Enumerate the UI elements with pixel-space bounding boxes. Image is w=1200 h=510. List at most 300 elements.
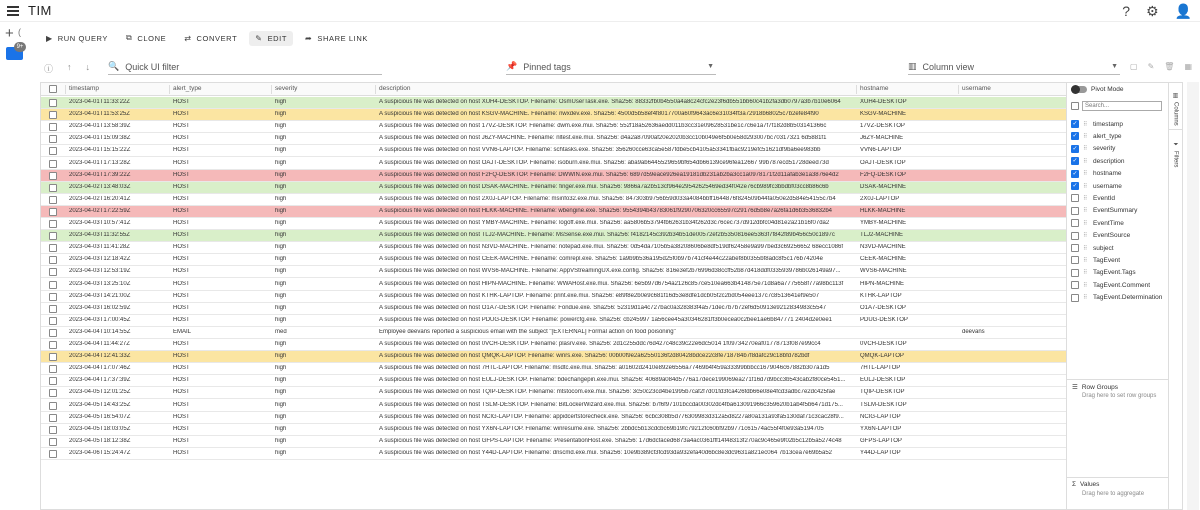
table-row[interactable] — [41, 109, 1067, 121]
cell-desc: A suspicious file was detected on host F2FQ-DESKTOP. Filename: DWWIN.exe.mui. Sha256: 6897d59eace926ea19181db231ab2ba3cc1a0978171f2d11afab3e1a3876e4d2 — [379, 171, 839, 178]
cell-desc: A suspicious file was detected on host Y44D-LAPTOP. Filename: dnscmd.exe.mui. Sha256: 10e9b389cf3fcd93da932efa40d6bc8e3dc9631a821ec064 7b13cea7e69b5a52 — [379, 449, 832, 456]
cell-host: KSGV-MACHINE — [860, 111, 907, 118]
column-item-label: subject — [1093, 244, 1114, 252]
table-row[interactable] — [41, 206, 1067, 218]
table-row[interactable] — [41, 121, 1067, 133]
column-checkbox[interactable]: ✓ — [1072, 170, 1078, 177]
column-checkbox[interactable] — [1071, 294, 1079, 302]
table-row[interactable] — [41, 242, 1067, 254]
cell-type: HOST — [173, 195, 190, 202]
column-item[interactable] — [1071, 268, 1136, 278]
edit-button[interactable] — [249, 31, 293, 46]
row-checkbox[interactable] — [49, 377, 57, 385]
drag-handle-icon[interactable]: ⠿ — [1083, 208, 1088, 215]
row-groups-title — [1072, 383, 1118, 391]
cell-ts: 2023-04-04T11:44:27Z — [69, 341, 130, 347]
edit-icon[interactable]: ✎ — [1147, 62, 1155, 71]
column-item-label: TagEvent.Determination — [1093, 294, 1163, 302]
grid-icon[interactable]: ▦ — [1184, 62, 1192, 71]
cell-host: 0VCH-DESKTOP — [860, 341, 907, 347]
column-checkbox[interactable] — [1071, 244, 1079, 252]
cell-sev: high — [275, 183, 287, 190]
cell-ts: 2023-04-04T12:41:33Z — [69, 353, 131, 360]
table-row[interactable] — [41, 194, 1067, 206]
row-checkbox[interactable] — [49, 281, 57, 289]
column-resize-handle[interactable] — [169, 85, 170, 94]
cell-desc: A suspicious file was detected on host QMQK-LAPTOP. Filename: winrs.exe. Sha256: 00b00f9e2a62550136f2d80428bdce22c8fe718784b7f8dafc29c18bfd782bdf — [379, 353, 810, 360]
table-row[interactable] — [41, 339, 1067, 351]
cell-ts: 2023-04-05T12:01:25Z — [69, 389, 131, 396]
cell-desc: A suspicious file was detected on host WVS6-MACHINE. Filename: AppVStreamingUX.exe.config. Sha256: 816e3ef2b76996d38ccff52b87d418ddf0335939786b026149a97... — [379, 268, 841, 275]
filter-bar-icons — [44, 62, 90, 75]
cell-host: WVS6-MACHINE — [860, 268, 907, 275]
cell-sev: high — [275, 413, 287, 420]
table-row[interactable] — [41, 327, 1067, 339]
cell-sev: high — [275, 244, 287, 251]
column-header-timestamp[interactable]: timestamp — [69, 85, 99, 92]
column-item[interactable] — [1071, 156, 1124, 166]
table-row[interactable] — [41, 254, 1067, 266]
row-checkbox[interactable] — [49, 317, 57, 325]
cell-host: CEEK-MACHINE — [860, 256, 907, 263]
column-checkbox[interactable] — [1071, 207, 1079, 215]
column-item[interactable] — [1071, 193, 1115, 203]
row-checkbox[interactable] — [49, 293, 57, 301]
cell-type: HOST — [173, 171, 190, 178]
convert-label: CONVERT — [196, 33, 238, 43]
drag-handle-icon[interactable]: ⠿ — [1083, 171, 1088, 178]
cell-ts: 2023-04-03T16:02:59Z — [69, 304, 131, 311]
cell-ts: 2023-04-03T13:25:10Z — [69, 280, 131, 287]
run-query-button[interactable] — [40, 31, 114, 46]
arrow-up-icon[interactable]: ↑ — [67, 62, 72, 72]
drag-handle-icon[interactable]: ⠿ — [1083, 121, 1088, 128]
convert-icon: ⇄ — [184, 33, 192, 43]
column-header-description[interactable]: description — [379, 85, 411, 92]
edit-label: EDIT — [267, 33, 288, 43]
column-header-alert-type[interactable]: alert_type — [173, 85, 202, 92]
cell-host: NCIG-LAPTOP — [860, 413, 901, 420]
column-resize-handle[interactable] — [375, 85, 376, 94]
row-checkbox[interactable] — [49, 244, 57, 252]
cell-ts: 2023-04-05T18:03:05Z — [69, 425, 131, 432]
drag-handle-icon[interactable]: ⠿ — [1083, 220, 1088, 227]
cell-sev: high — [275, 171, 287, 178]
column-checkbox[interactable] — [1071, 269, 1079, 277]
cell-desc: A suspicious file was detected on host DSAK-MACHINE. Filename: finger.exe.mui. Sha256: 9866a7a2b513cf964e29542625469ed34f042e76cb989fc3bbdbf03cc8b86c6b — [379, 183, 829, 190]
cell-sev: high — [275, 389, 287, 396]
drag-handle-icon[interactable]: ⠿ — [1083, 183, 1088, 190]
cell-type: HOST — [173, 256, 190, 263]
pivot-mode-toggle[interactable] — [1071, 86, 1124, 93]
side-tabs — [1169, 82, 1183, 510]
cell-type: HOST — [173, 449, 190, 456]
cell-sev: high — [275, 304, 287, 311]
cell-type: HOST — [173, 365, 190, 372]
table-row[interactable] — [41, 436, 1067, 448]
cell-host: EULJ-DESKTOP — [860, 377, 906, 384]
row-checkbox[interactable] — [49, 232, 57, 240]
column-item-label: timestamp — [1093, 120, 1123, 128]
row-checkbox[interactable] — [49, 160, 57, 168]
drag-handle-icon[interactable]: ⠿ — [1083, 295, 1088, 302]
cell-desc: A suspicious file was detected on host YMBY-MACHINE. Filename: logoff.exe.mui. Sha256: aa5806b53794fb62631b34f262d3c76cec737d912dbfc04d81e2a21b16f07da2 — [379, 220, 830, 226]
column-view-select[interactable] — [908, 59, 1120, 75]
column-item[interactable] — [1071, 144, 1115, 154]
cell-sev: med — [275, 328, 287, 335]
column-item[interactable] — [1071, 206, 1137, 216]
drag-handle-icon[interactable]: ⠿ — [1083, 245, 1088, 252]
quick-filter-input[interactable] — [108, 59, 382, 75]
drag-handle-icon[interactable]: ⠿ — [1083, 282, 1088, 289]
table-row[interactable] — [41, 158, 1067, 170]
column-item[interactable] — [1071, 169, 1122, 179]
run-query-icon: ▶ — [46, 33, 53, 43]
cell-ts: 2023-04-02T17:22:59Z — [69, 207, 131, 214]
cell-ts: 2023-04-02T16:20:41Z — [69, 195, 131, 202]
table-row[interactable] — [41, 279, 1067, 291]
top-bar — [0, 0, 1200, 22]
column-item-label: EventId — [1093, 194, 1116, 202]
table-row[interactable] — [41, 291, 1067, 303]
cell-desc: A suspicious file was detected on host 0VCH-DESKTOP. Filename: plasrv.exe. Sha256: 2d1c255ddc76d427c48c39c22e6dc5014 1f09734270eaf01778713f087e99cc4 — [379, 341, 821, 347]
cell-sev: high — [275, 280, 287, 287]
table-row[interactable] — [41, 448, 1067, 460]
cell-ts: 2023-04-05T14:43:25Z — [69, 401, 131, 408]
cell-ts: 2023-04-01T15:09:38Z — [69, 135, 131, 142]
row-checkbox[interactable] — [49, 208, 57, 216]
column-item[interactable] — [1071, 255, 1120, 265]
column-item[interactable] — [1071, 231, 1130, 241]
cell-desc: A suspicious file was detected on host N3VD-MACHINE. Filename: notepad.exe.mui. Sha256: 0d54da7105b5a38208606be8df519df62458e9a997bed3c69256652 68ecc1086f — [379, 244, 844, 251]
column-item[interactable] — [1071, 218, 1124, 228]
values-icon: Σ — [1072, 481, 1077, 488]
app-title: TIM — [28, 3, 52, 18]
arrow-down-icon[interactable]: ↓ — [85, 62, 91, 72]
row-checkbox[interactable] — [49, 389, 57, 397]
column-item[interactable] — [1071, 293, 1162, 303]
table-row[interactable] — [41, 412, 1067, 424]
column-item[interactable] — [1071, 181, 1122, 191]
cell-desc: A suspicious file was detected on host CEEK-MACHINE. Filename: comrepl.exe. Sha256: 1a9b9b536a195d25f0b97b741cf4e44c22abef8b0355bf8adc8f5c176b74204e — [379, 256, 823, 263]
column-search — [1071, 101, 1162, 111]
filter-icon: ⏷ — [1173, 142, 1179, 148]
view-actions — [1130, 62, 1192, 71]
table-row[interactable] — [41, 218, 1067, 230]
column-resize-handle[interactable] — [958, 85, 959, 94]
row-checkbox[interactable] — [49, 147, 57, 155]
cell-desc: A suspicious file was detected on host TSLM-DESKTOP. Filename: BitLockerWizard.exe.mui. Sha256: b7f6f97101bccda00302dc4fba613091966c359620b1ab4f5b6471d175... — [379, 401, 843, 408]
cell-host: J6ZY-MACHINE — [860, 135, 904, 142]
cell-type: HOST — [173, 99, 190, 105]
cell-type: HOST — [173, 437, 190, 444]
cell-type: HOST — [173, 401, 190, 408]
toggle-switch[interactable] — [1071, 86, 1087, 93]
table-row[interactable] — [41, 170, 1067, 182]
values-label: Values — [1080, 481, 1100, 488]
add-icon[interactable]: + — [5, 25, 14, 42]
row-checkbox[interactable] — [49, 196, 57, 204]
menu-icon[interactable] — [7, 6, 19, 16]
columns-tab-icon: ▥ — [1172, 92, 1178, 99]
row-checkbox[interactable] — [49, 111, 57, 119]
values-title — [1072, 481, 1099, 488]
row-groups-hint[interactable]: Drag here to set row groups — [1082, 393, 1157, 399]
row-checkbox[interactable] — [49, 438, 57, 446]
column-item-label: EventSource — [1093, 232, 1131, 240]
grid-header — [41, 83, 1067, 96]
pinned-tags-select[interactable] — [506, 59, 716, 75]
columns-icon: ▥ — [908, 61, 917, 71]
cell-desc: Employee deevans reported a suspicious email with the subject "[EXTERNAL] Formal action on food poisoning" — [379, 328, 676, 335]
column-item[interactable] — [1071, 280, 1150, 290]
column-item-label: TagEvent.Comment — [1093, 281, 1151, 289]
drag-handle-icon[interactable]: ⠿ — [1083, 270, 1088, 277]
table-row[interactable] — [41, 182, 1067, 194]
cell-ts: 2023-04-03T11:41:28Z — [69, 244, 130, 251]
cell-desc: A suspicious file was detected on host OAJT-DESKTOP. Filename: isoburn.exe.mui. Sha256: aba9ab6445529659bf654db66139ce96fea12667 99b787ecd51728deed73d — [379, 159, 829, 166]
column-checkbox[interactable]: ✓ — [1072, 183, 1078, 189]
column-item[interactable] — [1071, 131, 1122, 141]
row-checkbox[interactable] — [49, 353, 57, 361]
column-header-username[interactable]: username — [962, 85, 991, 92]
cell-sev: high — [275, 341, 287, 347]
cell-type: HOST — [173, 341, 190, 347]
drag-handle-icon[interactable]: ⠿ — [1083, 133, 1088, 140]
row-checkbox[interactable] — [49, 256, 57, 264]
cell-type: HOST — [173, 389, 190, 396]
column-checkbox[interactable]: ✓ — [1072, 158, 1078, 165]
table-row[interactable] — [41, 133, 1067, 145]
cell-desc: A suspicious file was detected on host O1A7-DESKTOP. Filename: Fondue.exe. Sha256: 52319d1a4c727bac0a328383f4a571dec7b7b72ef6d50913e9212834983c5547 — [379, 304, 827, 311]
cell-host: GFPS-LAPTOP — [860, 437, 902, 444]
vertical-scrollbar[interactable] — [1187, 82, 1199, 510]
cell-desc: A suspicious file was detected on host VVN6-LAPTOP. Filename: schtasks.exe. Sha256: 356260cce63ca5e587fdbe5cb4105a53341fbac9219efc51621df9ba6ee983bb — [379, 147, 821, 154]
cell-sev: high — [275, 292, 287, 299]
run-query-label: RUN QUERY — [57, 33, 109, 43]
cell-host: PDUG-DESKTOP — [860, 316, 908, 323]
cell-host: XUH4-DESKTOP — [860, 99, 907, 105]
table-row[interactable] — [41, 97, 1067, 109]
share-link-icon: ➦ — [305, 33, 313, 43]
column-checkbox[interactable] — [1071, 256, 1079, 264]
convert-button[interactable] — [178, 31, 243, 46]
column-resize-handle[interactable] — [856, 85, 857, 94]
drag-handle-icon[interactable]: ⠿ — [1083, 233, 1088, 240]
clone-button[interactable] — [120, 30, 172, 46]
row-checkbox[interactable] — [49, 268, 57, 276]
column-resize-handle[interactable] — [271, 85, 272, 94]
cell-desc: A suspicious file was detected on host KTHK-LAPTOP. Filename: print.exe.mui. Sha256: e89f8e2b0e9c681f16d53e8dfe1dcb05f2c2bd054eee137c7c8513641ef9e507 — [379, 292, 820, 299]
cell-ts: 2023-04-05T16:54:07Z — [69, 413, 131, 420]
cell-sev: high — [275, 147, 287, 154]
column-item[interactable] — [1071, 243, 1114, 253]
column-search-input[interactable]: Search... — [1082, 101, 1162, 111]
table-row[interactable] — [41, 363, 1067, 375]
column-checkbox[interactable] — [1071, 281, 1079, 289]
cell-type: HOST — [173, 220, 190, 226]
cell-sev: high — [275, 377, 287, 384]
table-row[interactable] — [41, 400, 1067, 412]
row-checkbox[interactable] — [49, 365, 57, 373]
cell-sev: high — [275, 365, 287, 372]
cell-ts: 2023-04-03T14:21:00Z — [69, 292, 131, 299]
select-all-rows-checkbox[interactable] — [49, 85, 57, 93]
clone-label: CLONE — [137, 33, 167, 43]
cell-sev: high — [275, 401, 287, 408]
row-checkbox[interactable] — [49, 402, 57, 410]
user-icon[interactable]: 👤 — [1174, 3, 1192, 19]
cell-sev: high — [275, 195, 287, 202]
row-checkbox[interactable] — [49, 172, 57, 180]
info-icon[interactable]: ⓘ — [44, 64, 54, 74]
cell-host: YX6N-LAPTOP — [860, 425, 902, 432]
cell-desc: A suspicious file was detected on host HLKK-MACHINE. Filename: wbengine.exe. Sha256: 9554394b43783061f9290706320cc65597c29176d5b8e7a26fa1d6b3536832b4 — [379, 207, 833, 214]
row-checkbox[interactable] — [49, 305, 57, 313]
table-row[interactable] — [41, 375, 1067, 387]
cell-ts: 2023-04-06T15:24:47Z — [69, 449, 131, 456]
cell-ts: 2023-04-01T17:39:22Z — [69, 171, 131, 178]
table-row[interactable] — [41, 145, 1067, 157]
column-header-severity[interactable]: severity — [275, 85, 298, 92]
column-item[interactable] — [1071, 119, 1123, 129]
column-checkbox[interactable] — [1071, 219, 1079, 227]
cell-type: HOST — [173, 123, 190, 130]
row-checkbox[interactable] — [49, 329, 57, 337]
row-checkbox[interactable] — [49, 426, 57, 434]
top-right-actions — [1122, 3, 1192, 20]
column-item-label: description — [1093, 157, 1125, 165]
cell-type: HOST — [173, 353, 190, 360]
cell-ts: 2023-04-03T12:53:19Z — [69, 268, 131, 275]
column-view-placeholder: Column view — [922, 61, 975, 72]
cell-desc: A suspicious file was detected on host PDUG-DESKTOP. Filename: powercfg.exe. Sha256: cb245997 1a56cee45a30346281ff3b0ecea0c2bee1ae6b847771 2404d2e0ee1 — [379, 316, 832, 323]
cell-ts: 2023-04-03T11:32:55Z — [69, 232, 130, 239]
cell-ts: 2023-04-04T17:07:46Z — [69, 365, 131, 372]
cell-ts: 2023-04-01T17:13:28Z — [69, 159, 131, 166]
table-row[interactable] — [41, 303, 1067, 315]
chevron-down-icon: ▼ — [1111, 63, 1118, 70]
delete-icon[interactable]: 🗑 — [1164, 62, 1175, 71]
cell-type: HOST — [173, 183, 190, 190]
cell-sev: high — [275, 135, 287, 142]
tab-columns[interactable] — [1169, 89, 1182, 130]
column-item-label: EventSummary — [1093, 207, 1138, 215]
cell-type: HOST — [173, 207, 190, 214]
cell-type: EMAIL — [173, 328, 192, 335]
cell-ts: 2023-04-01T11:53:25Z — [69, 111, 130, 118]
row-checkbox[interactable] — [49, 341, 57, 349]
column-resize-handle[interactable] — [65, 85, 66, 94]
table-row[interactable] — [41, 387, 1067, 399]
cell-ts: 2023-04-03T10:57:41Z — [69, 220, 131, 226]
cell-type: HOST — [173, 280, 190, 287]
drag-handle-icon[interactable]: ⠿ — [1083, 146, 1088, 153]
cell-desc: A suspicious file was detected on host KSGV-MACHINE. Filename: nwxdev.exe. Sha256: 4500d5b58ef4f8017700a60f9643ac6e31034ff3a72918b68025c7b2efe84f90 — [379, 111, 819, 118]
cell-type: HOST — [173, 425, 190, 432]
column-tool-panel — [1067, 82, 1169, 510]
table-row[interactable] — [41, 351, 1067, 363]
cell-sev: high — [275, 425, 287, 432]
cell-type: HOST — [173, 159, 190, 166]
cell-ts: 2023-04-04T10:14:55Z — [69, 328, 131, 335]
cell-host: HLKK-MACHINE — [860, 207, 906, 214]
cell-type: HOST — [173, 304, 190, 311]
cell-sev: high — [275, 353, 287, 360]
pin-icon: 📌 — [506, 61, 518, 71]
table-row[interactable] — [41, 266, 1067, 278]
cell-desc: A suspicious file was detected on host EULJ-DESKTOP. Filename: bdechangepin.exe.mui. Sha256: 40689a084d5776a17dece199069ea271f16d7d9bcc3b543cab2f80ce5451... — [379, 377, 846, 384]
cell-type: HOST — [173, 292, 190, 299]
row-checkbox[interactable] — [49, 135, 57, 143]
table-row[interactable] — [41, 315, 1067, 327]
results-grid — [40, 82, 1067, 510]
cell-ts: 2023-04-01T15:15:22Z — [69, 147, 131, 154]
pinned-tags-placeholder: Pinned tags — [523, 61, 571, 72]
cell-user: deevans — [962, 328, 985, 335]
share-link-button[interactable] — [299, 31, 374, 46]
tab-filters[interactable] — [1169, 139, 1182, 170]
row-checkbox[interactable] — [49, 450, 57, 458]
column-item-label: severity — [1093, 145, 1116, 153]
cell-host: TLJ2-MACHINE — [860, 232, 904, 239]
row-checkbox[interactable] — [49, 414, 57, 422]
table-row[interactable] — [41, 230, 1067, 242]
drag-handle-icon[interactable]: ⠿ — [1083, 158, 1088, 165]
cell-type: HOST — [173, 377, 190, 384]
column-checkbox[interactable]: ✓ — [1072, 133, 1078, 140]
column-checkbox[interactable] — [1071, 232, 1079, 240]
row-checkbox[interactable] — [49, 123, 57, 131]
row-checkbox[interactable] — [49, 184, 57, 192]
column-checkbox[interactable]: ✓ — [1072, 145, 1078, 152]
cell-sev: high — [275, 232, 287, 239]
table-row[interactable] — [41, 424, 1067, 436]
drag-handle-icon[interactable]: ⠿ — [1083, 257, 1088, 264]
share-link-label: SHARE LINK — [317, 33, 368, 43]
select-all-checkbox[interactable] — [1071, 102, 1079, 110]
cell-sev: high — [275, 268, 287, 275]
gear-icon[interactable]: ⚙ — [1146, 3, 1159, 19]
tab-filters-label: Filters — [1172, 151, 1179, 168]
column-checkbox[interactable] — [1071, 194, 1079, 202]
cell-sev: high — [275, 256, 287, 263]
cell-host: VVN6-LAPTOP — [860, 147, 902, 154]
save-icon[interactable]: ▢ — [1130, 62, 1138, 71]
column-item-label: EventTime — [1093, 219, 1124, 227]
cell-desc: A suspicious file was detected on host TLJ2-MACHINE. Filename: MsSense.exe.mui. Sha256: f4182145c392b34b51de00572ef2b5350816ee5363f7f842f89b456c50c1897c — [379, 232, 835, 239]
cell-type: HOST — [173, 147, 190, 154]
cell-sev: high — [275, 220, 287, 226]
cell-host: HIPN-MACHINE — [860, 280, 905, 287]
cell-host: KTHK-LAPTOP — [860, 292, 902, 299]
column-checkbox[interactable]: ✓ — [1072, 121, 1078, 127]
cell-host: OAJT-DESKTOP — [860, 159, 906, 166]
help-icon[interactable]: ? — [1122, 3, 1130, 19]
row-checkbox[interactable] — [49, 99, 57, 107]
drag-handle-icon[interactable]: ⠿ — [1083, 195, 1088, 202]
clone-icon: ⧉ — [126, 33, 133, 42]
row-checkbox[interactable] — [49, 220, 57, 228]
cell-desc: A suspicious file was detected on host TQIP-DESKTOP. Filename: mtstocom.exe.mui. Sha256: 3c50c23cd4be1995b7caf2f7d01fd3fca426fdb66e08e4fcd3adbc7e2dc425fae — [379, 389, 836, 396]
column-header-hostname[interactable]: hostname — [860, 85, 889, 92]
cell-desc: A suspicious file was detected on host 2X0J-LAPTOP. Filename: msinfo32.exe.mui. Sha256: 847303b9756b59d033a4084bbff1644876f824509b44fa050e2d584e54155c7b4 — [379, 195, 836, 202]
values-hint[interactable]: Drag here to aggregate — [1082, 491, 1145, 497]
filter-bar — [30, 58, 1200, 78]
cell-ts: 2023-04-01T13:58:39Z — [69, 123, 131, 130]
cell-desc: A suspicious file was detected on host 7HTL-LAPTOP. Filename: msdtc.exe.mui. Sha256: a01602d2410e892e6556a77469b4f459a33399bbbcc1679046c67882b307a1d5 — [379, 365, 830, 372]
cell-sev: high — [275, 123, 287, 130]
